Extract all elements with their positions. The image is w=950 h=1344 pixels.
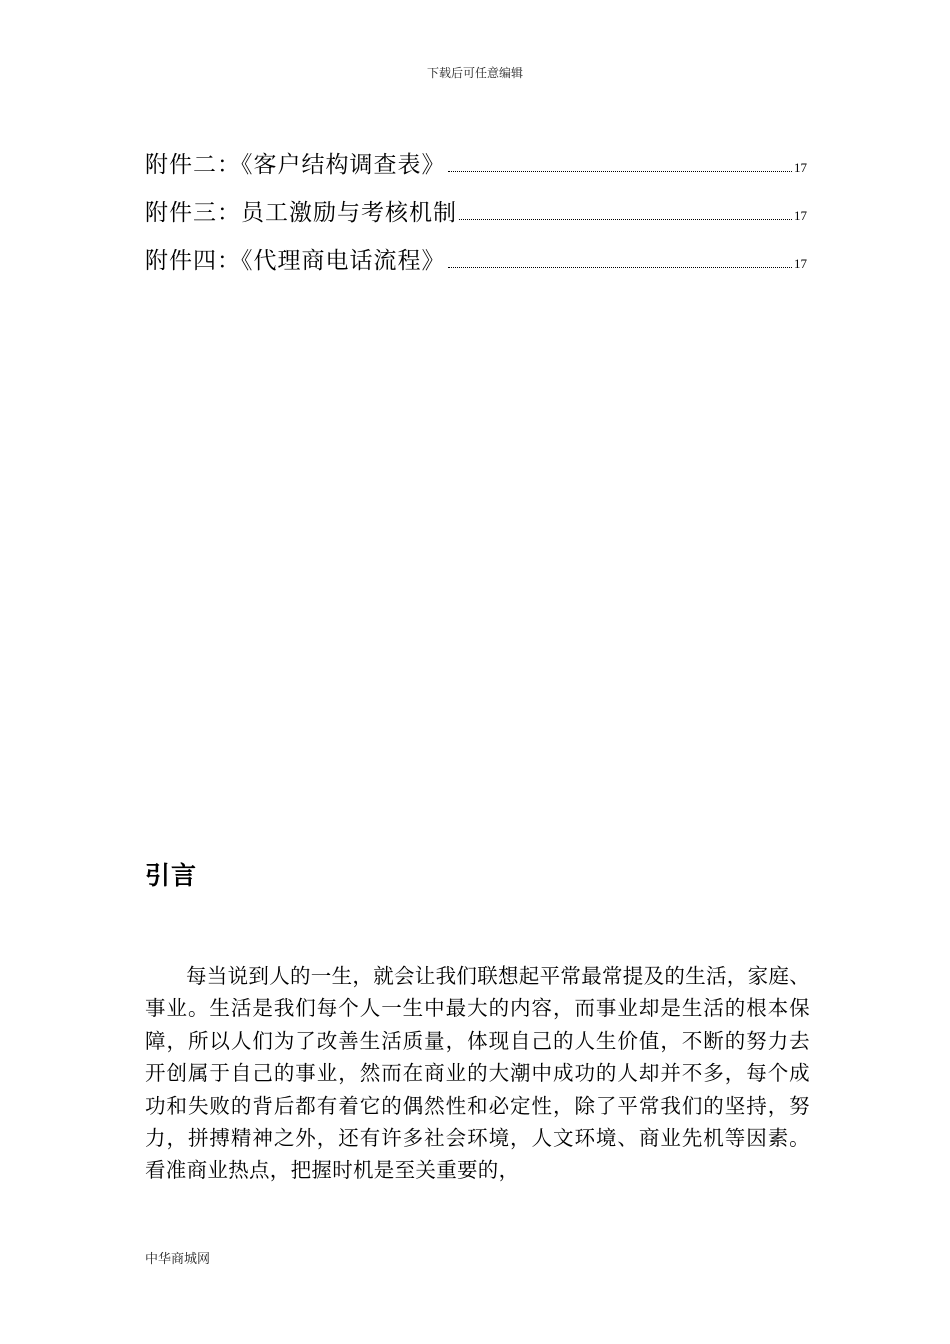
toc-entry-page-number: 17 bbox=[794, 160, 807, 175]
table-of-contents bbox=[145, 132, 807, 276]
toc-entry-page-number: 17 bbox=[794, 256, 807, 271]
toc-entry-label: 附件四：《代理商电话流程》 bbox=[145, 248, 446, 274]
section-heading-introduction: 引言 bbox=[145, 861, 198, 890]
toc-entry-label: 附件二：《客户结构调查表》 bbox=[145, 152, 446, 178]
toc-entry-page-number: 17 bbox=[794, 208, 807, 223]
toc-entry-label: 附件三：员工激励与考核机制 bbox=[145, 200, 457, 226]
toc-dot-leader bbox=[448, 266, 793, 268]
introduction-paragraph: 每当说到人的一生，就会让我们联想起平常最常提及的生活，家庭、事业。生活是我们每个人一生中最大的内容，而事业却是生活的根本保障，所以人们为了改善生活质量，体现自己的人生价值，不断的努力去开创属于自己的事业，然而在商业的大潮中成功的人却并不多，每个成功和失败的背后都有着它的偶然性和必定性，除了平常我们的坚持，努力，拼搏精神之外，还有许多社会环境，人文环境、商业先机等因素。看准商业热点，把握时机是至关重要的， bbox=[145, 964, 810, 1183]
toc-entry-appendix-3[interactable] bbox=[145, 180, 807, 228]
toc-entry-appendix-4[interactable] bbox=[145, 228, 807, 276]
toc-dot-leader bbox=[448, 170, 793, 172]
page-footer-note: 中华商城网 bbox=[145, 1252, 211, 1267]
toc-entry-appendix-2[interactable] bbox=[145, 132, 807, 180]
toc-dot-leader bbox=[459, 218, 792, 220]
page-header-note: 下载后可任意编辑 bbox=[426, 66, 523, 80]
